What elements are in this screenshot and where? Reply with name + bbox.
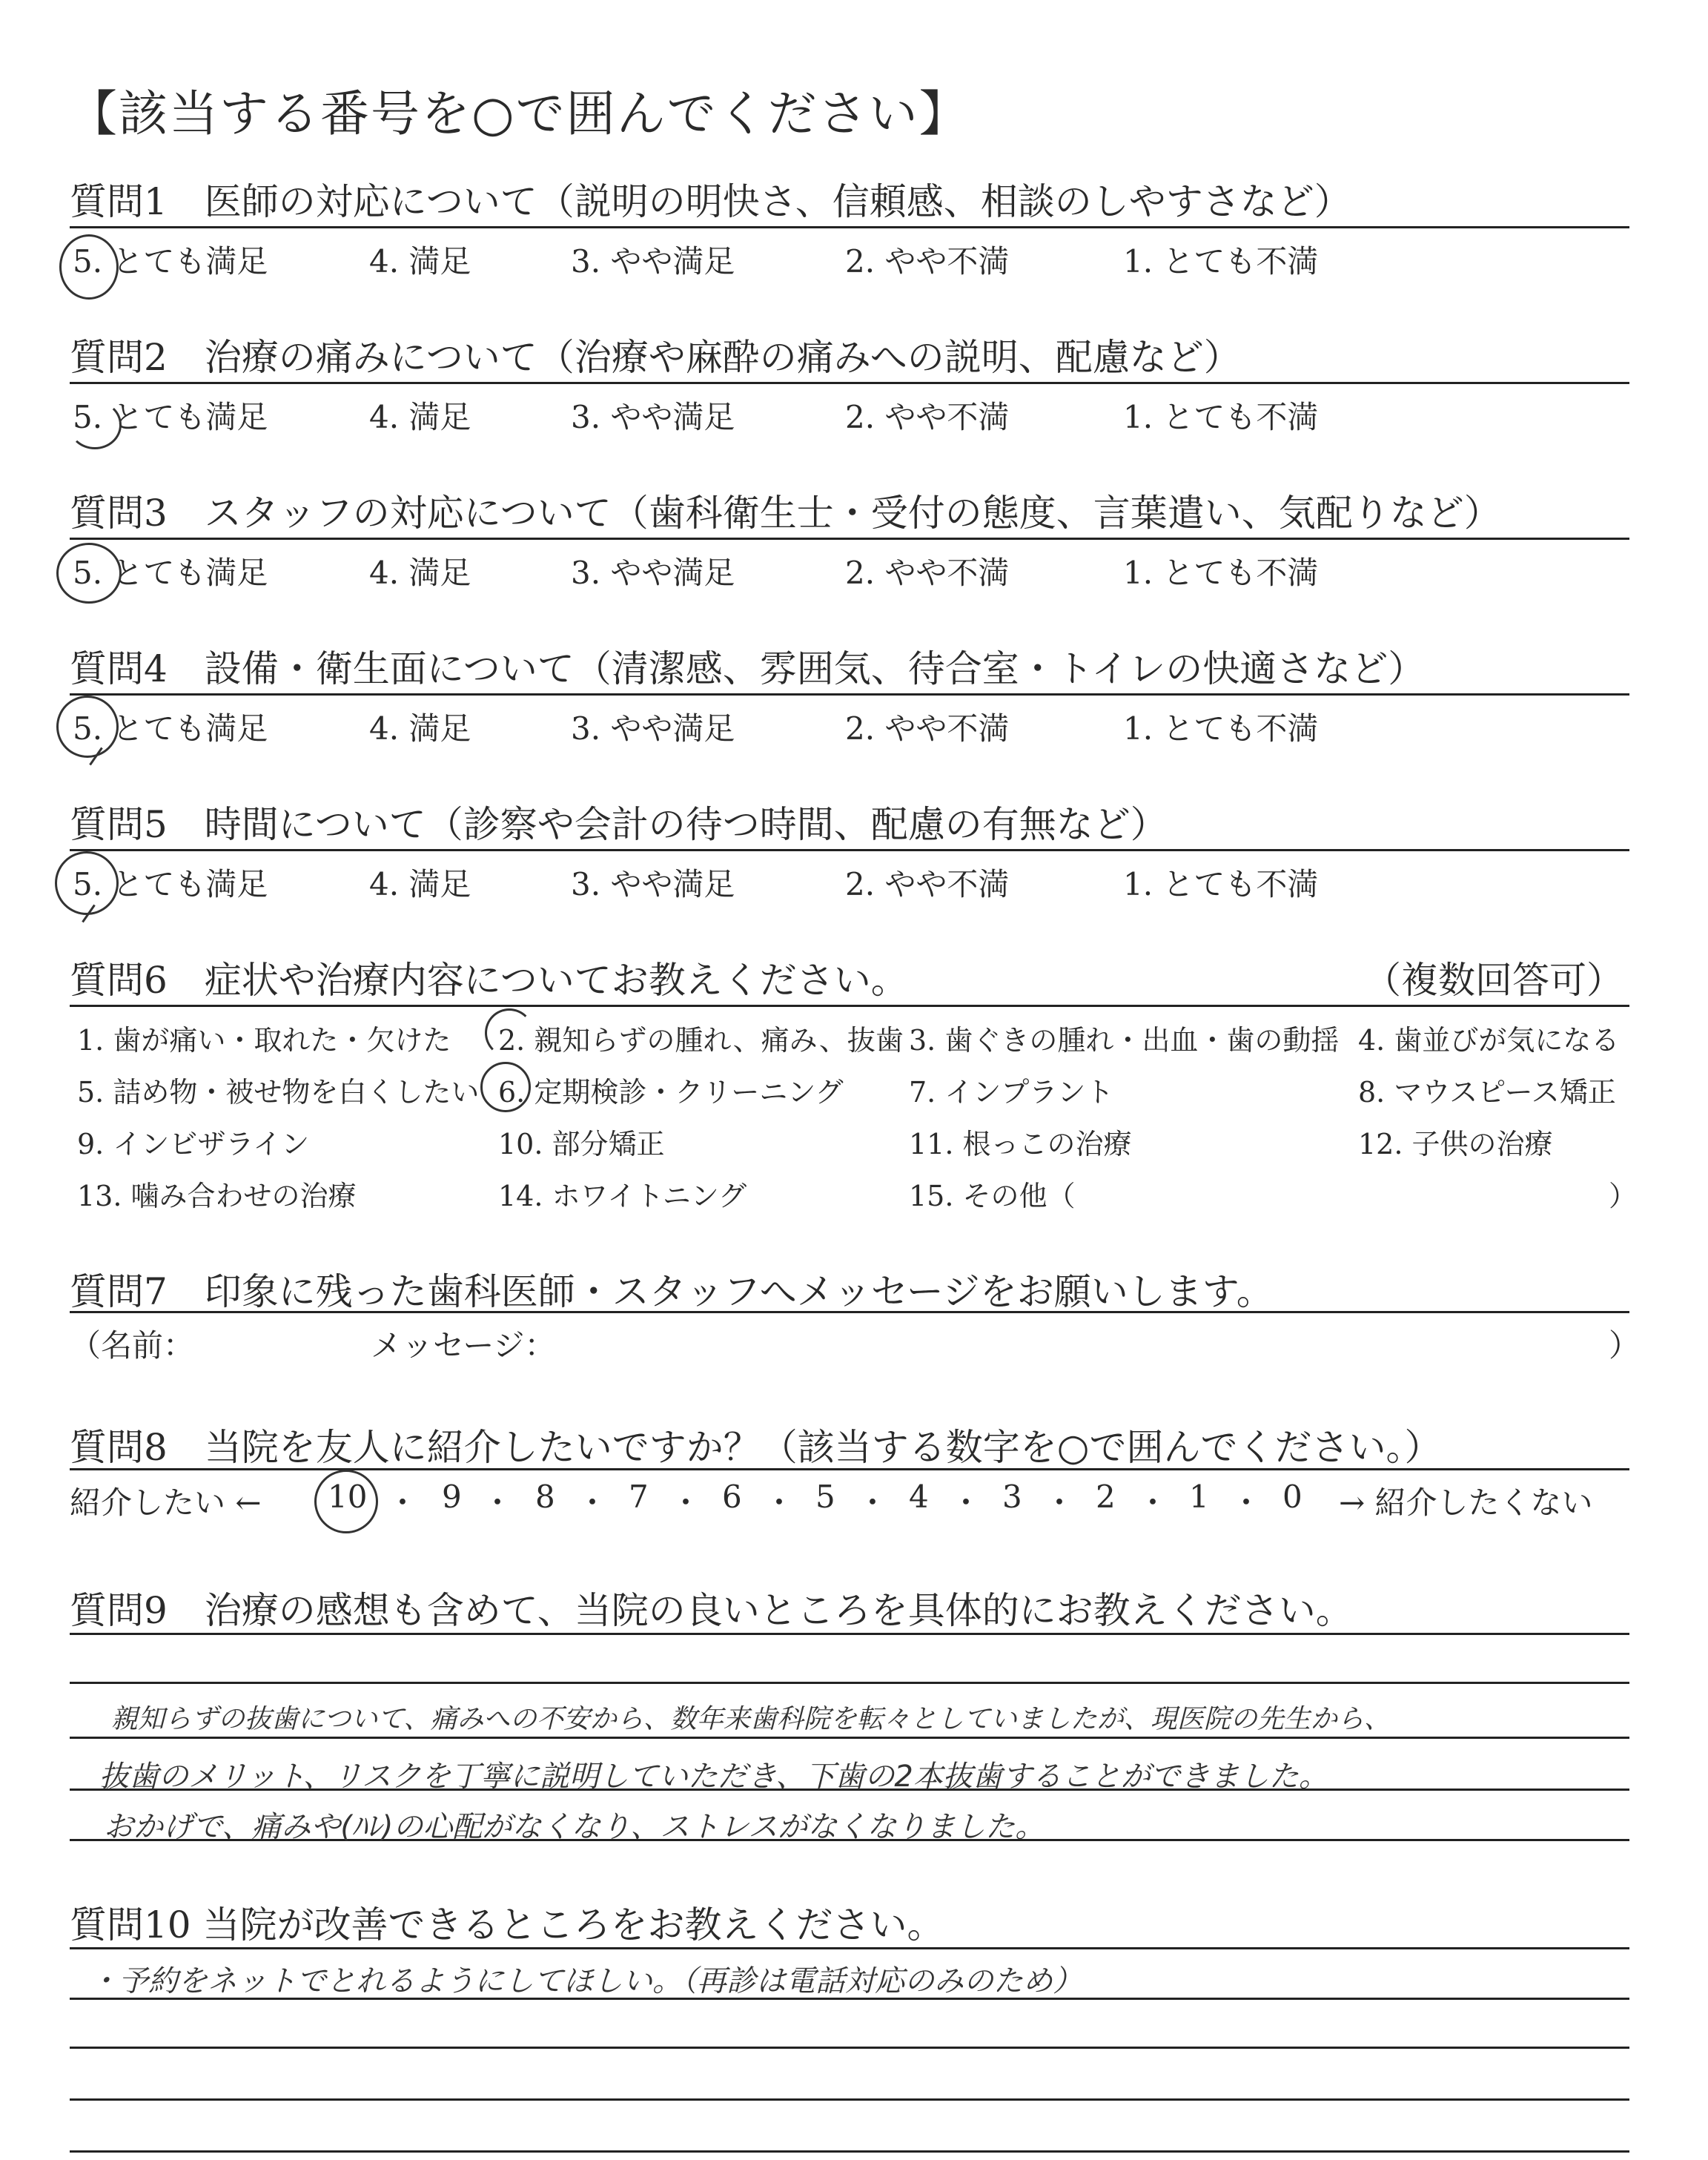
- scale-4[interactable]: 4: [909, 1479, 929, 1515]
- q6-option-13[interactable]: 13. 噛み合わせの治療: [77, 1180, 357, 1212]
- q5-option-5[interactable]: 5. とても満足: [73, 866, 268, 902]
- divider: [70, 1468, 1629, 1470]
- q4-option-5[interactable]: 5. とても満足: [73, 710, 268, 747]
- scale-left-label: 紹介したい ←: [70, 1484, 262, 1521]
- q10-answer-line-1: ・予約をネットでとれるようにしてほしい。（再診は電話対応のみのため）: [89, 1964, 1082, 1998]
- q3-option-5[interactable]: 5. とても満足: [73, 555, 268, 591]
- question-2-title: 質問2 治療の痛みについて（治療や麻酔の痛みへの説明、配慮など）: [70, 336, 1241, 379]
- question-10-title: 質問10 当院が改善できるところをお教えください。: [70, 1903, 944, 1946]
- q6-option-11[interactable]: 11. 根っこの治療: [909, 1128, 1132, 1160]
- q6-option-1[interactable]: 1. 歯が痛い・取れた・欠けた: [77, 1024, 451, 1057]
- question-6-title: 質問6 症状や治療内容についてお教えください。: [70, 959, 908, 1002]
- divider: [70, 849, 1629, 851]
- divider: [70, 226, 1629, 228]
- selection-circle: [55, 851, 119, 915]
- scale-dot: ・: [1044, 1484, 1076, 1521]
- q6-option-2[interactable]: 2. 親知らずの腫れ、痛み、抜歯: [498, 1024, 904, 1057]
- q6-option-5[interactable]: 5. 詰め物・被せ物を白くしたい: [77, 1076, 480, 1109]
- q6-option-10[interactable]: 10. 部分矯正: [498, 1128, 665, 1160]
- scale-2[interactable]: 2: [1096, 1479, 1116, 1515]
- scale-7[interactable]: 7: [629, 1479, 649, 1515]
- q6-other-close: ）: [1609, 1180, 1638, 1212]
- divider: [70, 538, 1629, 540]
- q5-option-1[interactable]: 1. とても不満: [1123, 866, 1319, 902]
- q5-option-2[interactable]: 2. やや不満: [845, 866, 1010, 902]
- q1-option-4[interactable]: 4. 満足: [369, 243, 471, 280]
- q3-option-1[interactable]: 1. とても不満: [1123, 555, 1319, 591]
- scale-6[interactable]: 6: [722, 1479, 742, 1515]
- q1-option-1[interactable]: 1. とても不満: [1123, 243, 1319, 280]
- scale-0[interactable]: 0: [1282, 1479, 1302, 1515]
- scale-dot: ・: [482, 1484, 514, 1521]
- scale-3[interactable]: 3: [1002, 1479, 1022, 1515]
- question-1-title: 質問1 医師の対応について（説明の明快さ、信頼感、相談のしやすさなど）: [70, 180, 1351, 223]
- q7-name-label[interactable]: （名前：: [70, 1327, 195, 1364]
- q9-answer-line-3: おかげで、痛みや(ﾊﾚ)の心配がなくなり、ストレスがなくなりました。: [104, 1810, 1045, 1844]
- q6-option-4[interactable]: 4. 歯並びが気になる: [1358, 1024, 1620, 1057]
- question-3-title: 質問3 スタッフの対応について（歯科衛生士・受付の態度、言葉遣い、気配りなど）: [70, 492, 1501, 535]
- scale-dot: ・: [1231, 1484, 1262, 1521]
- q2-option-4[interactable]: 4. 満足: [369, 399, 471, 435]
- q4-option-2[interactable]: 2. やや不満: [845, 710, 1010, 747]
- q4-option-3[interactable]: 3. やや満足: [571, 710, 735, 747]
- page-heading: 【該当する番号を○で囲んでください】: [68, 85, 970, 142]
- q1-option-5[interactable]: 5. とても満足: [73, 243, 268, 280]
- scale-dot: ・: [387, 1484, 419, 1521]
- q7-close: ）: [1609, 1327, 1641, 1364]
- q2-option-2[interactable]: 2. やや不満: [845, 399, 1010, 435]
- q6-option-15[interactable]: 15. その他（: [909, 1180, 1076, 1212]
- scale-9[interactable]: 9: [442, 1479, 462, 1515]
- q4-option-1[interactable]: 1. とても不満: [1123, 710, 1319, 747]
- q5-option-4[interactable]: 4. 満足: [369, 866, 471, 902]
- q2-option-5[interactable]: 5. とても満足: [73, 399, 268, 435]
- answer-line: [70, 2098, 1629, 2101]
- divider: [70, 1633, 1629, 1635]
- question-9-title: 質問9 治療の感想も含めて、当院の良いところを具体的にお教えください。: [70, 1589, 1353, 1632]
- question-7-title: 質問7 印象に残った歯科医師・スタッフへメッセージをお願いします。: [70, 1270, 1274, 1313]
- scale-dot: ・: [1137, 1484, 1169, 1521]
- q6-option-8[interactable]: 8. マウスピース矯正: [1358, 1076, 1616, 1109]
- selection-circle: [485, 1008, 534, 1057]
- q9-answer-line-2: 抜歯のメリット、リスクを丁寧に説明していただき、下歯の2本抜歯することができました。: [99, 1760, 1328, 1794]
- selection-circle: [314, 1470, 378, 1533]
- answer-line: [70, 1998, 1629, 2000]
- scale-dot: ・: [950, 1484, 982, 1521]
- divider: [70, 693, 1629, 696]
- scale-8[interactable]: 8: [535, 1479, 555, 1515]
- selection-circle: [59, 234, 119, 300]
- q6-option-14[interactable]: 14. ホワイトニング: [498, 1180, 747, 1212]
- divider: [70, 382, 1629, 384]
- q5-option-3[interactable]: 3. やや満足: [571, 866, 735, 902]
- q3-option-4[interactable]: 4. 満足: [369, 555, 471, 591]
- q3-option-3[interactable]: 3. やや満足: [571, 555, 735, 591]
- q7-message-label[interactable]: メッセージ：: [371, 1327, 556, 1364]
- q3-option-2[interactable]: 2. やや不満: [845, 555, 1010, 591]
- scale-1[interactable]: 1: [1189, 1479, 1209, 1515]
- q6-option-6[interactable]: 6. 定期検診・クリーニング: [498, 1076, 844, 1109]
- divider: [70, 1311, 1629, 1313]
- answer-line: [70, 2150, 1629, 2153]
- question-6-note: （複数回答可）: [1364, 959, 1623, 1002]
- scale-dot: ・: [764, 1484, 795, 1521]
- q1-option-2[interactable]: 2. やや不満: [845, 243, 1010, 280]
- selection-circle: [480, 1062, 531, 1112]
- answer-line: [70, 2047, 1629, 2049]
- scale-5[interactable]: 5: [815, 1479, 835, 1515]
- q6-option-3[interactable]: 3. 歯ぐきの腫れ・出血・歯の動揺: [909, 1024, 1340, 1057]
- question-4-title: 質問4 設備・衛生面について（清潔感、雰囲気、待合室・トイレの快適さなど）: [70, 647, 1426, 690]
- scale-right-label: → 紹介したくない: [1339, 1484, 1593, 1521]
- q9-answer-line-1: 親知らずの抜歯について、痛みへの不安から、数年来歯科院を転々としていましたが、現医院の先生から、: [111, 1704, 1391, 1734]
- scale-dot: ・: [857, 1484, 889, 1521]
- answer-line: [70, 1737, 1629, 1739]
- question-8-title: 質問8 当院を友人に紹介したいですか？（該当する数字を○で囲んでください。）: [70, 1426, 1442, 1469]
- selection-circle: [56, 543, 122, 604]
- q1-option-3[interactable]: 3. やや満足: [571, 243, 735, 280]
- scale-10[interactable]: 10: [328, 1479, 368, 1515]
- scale-dot: ・: [670, 1484, 702, 1521]
- selection-circle: [68, 400, 122, 449]
- answer-line: [70, 1682, 1629, 1684]
- question-5-title: 質問5 時間について（診察や会計の待つ時間、配慮の有無など）: [70, 803, 1168, 846]
- q6-option-9[interactable]: 9. インビザライン: [77, 1128, 310, 1160]
- selection-circle: [56, 696, 119, 758]
- divider: [70, 1005, 1629, 1007]
- q6-option-12[interactable]: 12. 子供の治療: [1358, 1128, 1553, 1160]
- q4-option-4[interactable]: 4. 満足: [369, 710, 471, 747]
- divider: [70, 1947, 1629, 1949]
- q2-option-3[interactable]: 3. やや満足: [571, 399, 735, 435]
- q6-option-7[interactable]: 7. インプラント: [909, 1076, 1114, 1109]
- q2-option-1[interactable]: 1. とても不満: [1123, 399, 1319, 435]
- scale-dot: ・: [577, 1484, 609, 1521]
